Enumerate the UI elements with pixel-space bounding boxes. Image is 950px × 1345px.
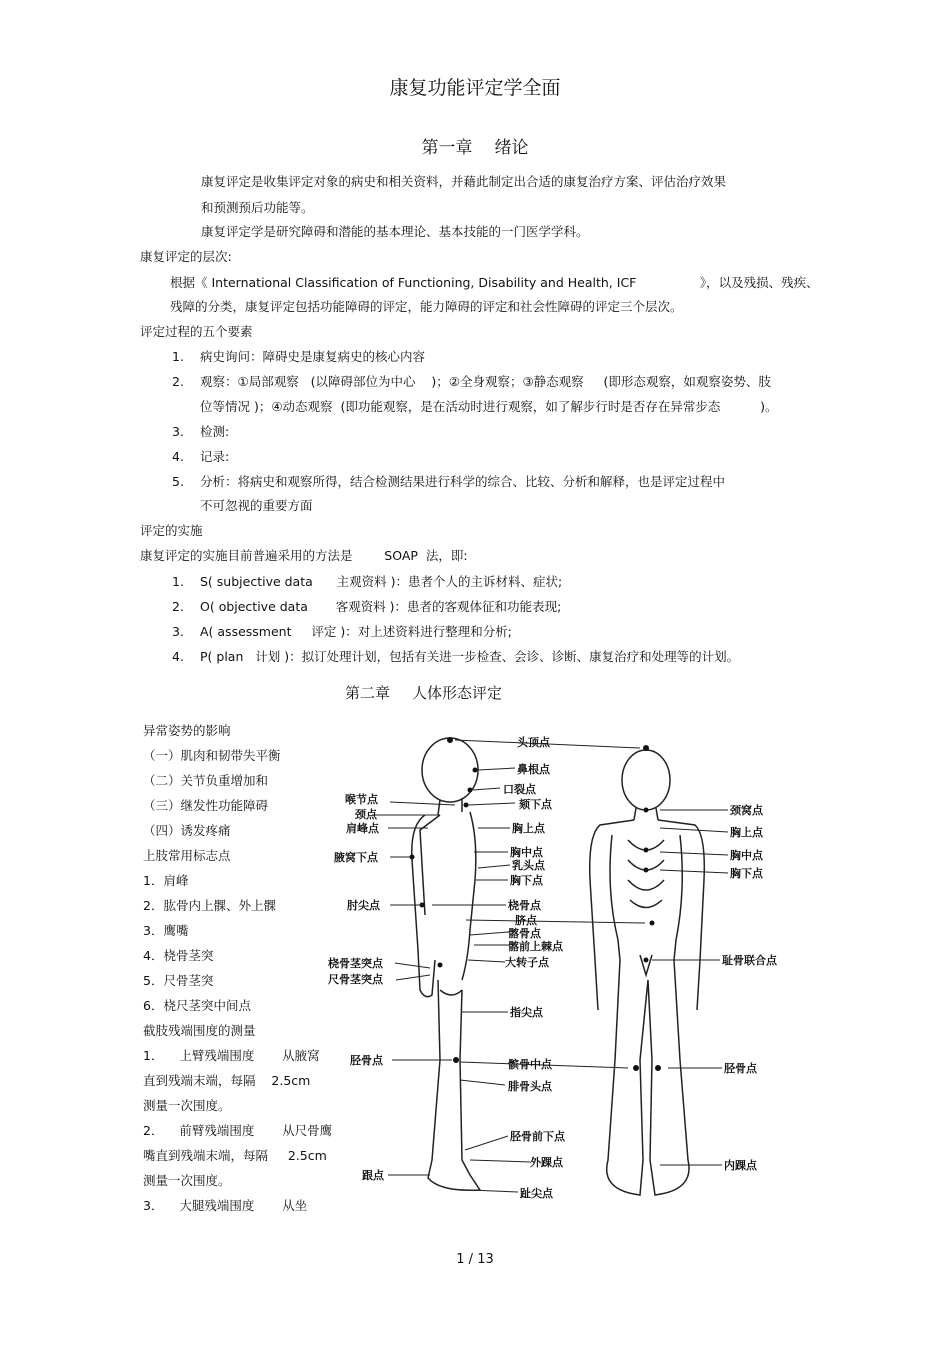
- chapter-2-heading: [345, 682, 502, 703]
- label-top: 头顶点: [517, 736, 550, 749]
- landmark-label: 鼻根点: [517, 763, 550, 776]
- soap-item-o: 2. O( objective data 客观资料 )：患者的客观体征和功能表现;: [172, 599, 562, 614]
- landmark-label: 脐点: [515, 914, 537, 927]
- levels-heading: 康复评定的层次:: [140, 249, 232, 264]
- process-heading: 评定过程的五个要素: [140, 324, 253, 339]
- process-item-5-cont: 不可忽视的重要方面: [200, 498, 313, 513]
- landmark-label: 胸上点: [730, 826, 763, 839]
- levels-line-2: 残障的分类，康复评定包括功能障碍的评定，能力障碍的评定和社会性障碍的评定三个层次。: [170, 299, 683, 314]
- landmark-label: 尺骨茎突点: [328, 973, 383, 986]
- soap-item-p: 4. P( plan 计划 )：拟订处理计划，包括有关进一步检查、会诊、诊断、康复治疗和处理等的计划。: [172, 649, 740, 664]
- page-current: 1: [456, 1252, 465, 1267]
- landmark-label: 肘尖点: [347, 899, 380, 912]
- landmark-label: 髂骨点: [508, 927, 541, 940]
- landmark-label: 指尖点: [510, 1006, 543, 1019]
- landmark-label: 胫骨点: [724, 1062, 757, 1075]
- page-separator: /: [468, 1252, 474, 1267]
- landmark-label: 胸下点: [510, 874, 543, 887]
- left-col-line: 测量一次围度。: [143, 1098, 231, 1113]
- intro-line-2: 和预测预后功能等。: [201, 200, 314, 215]
- left-col-line: （四）诱发疼痛: [143, 823, 231, 838]
- landmark-label: 桡骨点: [508, 899, 541, 912]
- landmark-label: 颏下点: [519, 798, 552, 811]
- page-total: 13: [477, 1252, 494, 1267]
- intro-line-3: 康复评定学是研究障碍和潜能的基本理论、基本技能的一门医学学科。: [201, 224, 589, 239]
- left-col-line: 3．鹰嘴: [143, 923, 189, 938]
- left-col-line: 上肢常用标志点: [143, 848, 231, 863]
- left-col-line: 2． 前臂残端围度 从尺骨鹰: [143, 1123, 333, 1138]
- landmark-label: 肩峰点: [346, 822, 379, 835]
- landmark-label: 髌骨中点: [508, 1058, 552, 1071]
- landmark-label: 喉节点: [345, 793, 378, 806]
- process-item-1: 1. 病史询问：障碍史是康复病史的核心内容: [172, 349, 426, 364]
- landmark-label: 桡骨茎突点: [328, 957, 383, 970]
- landmark-label: 胫骨前下点: [510, 1130, 565, 1143]
- left-col-line: 4．桡骨茎突: [143, 948, 214, 963]
- landmark-label: 胸中点: [730, 849, 763, 862]
- left-col-line: 3． 大腿残端围度 从坐: [143, 1198, 308, 1213]
- chapter-1-label: 第一章: [421, 138, 473, 158]
- levels-line-1: 根据《 International Classification of Functioning, Disability and Health, ICF 》，以及残损、残疾、: [170, 275, 819, 290]
- document-title: 康复功能评定学全面: [389, 77, 561, 99]
- chapter-2-label: 第二章: [345, 684, 391, 702]
- chapter-2-name: 人体形态评定: [412, 684, 503, 702]
- process-item-4: 4. 记录:: [172, 449, 230, 464]
- left-col-line: 直到残端末端，每隔 2.5cm: [143, 1073, 311, 1088]
- chapter-1-name: 绪论: [494, 138, 529, 158]
- landmark-label: 趾尖点: [520, 1187, 553, 1200]
- process-item-2-cont: 位等情况 )；④动态观察 (即功能观察，是在活动时进行观察，如了解步行时是否存在异常步态 )。: [200, 399, 778, 414]
- landmark-label: 乳头点: [512, 859, 545, 872]
- landmark-label: 腓骨头点: [508, 1080, 552, 1093]
- landmark-label: 腋窝下点: [334, 851, 378, 864]
- landmark-label: 口裂点: [503, 783, 536, 796]
- landmark-label: 胸上点: [512, 822, 545, 835]
- implement-heading: 评定的实施: [140, 523, 203, 538]
- soap-item-s: 1. S( subjective data 主观资料 )：患者个人的主诉材料、症状;: [172, 574, 563, 589]
- left-col-line: （二）关节负重增加和: [143, 773, 269, 788]
- left-col-line: 嘴直到残端末端，每隔 2.5cm: [143, 1148, 327, 1163]
- landmark-label: 颈点: [355, 808, 377, 821]
- figure-labels: [328, 735, 778, 1200]
- left-col-line: （三）继发性功能障碍: [143, 798, 269, 813]
- process-item-5: 5. 分析：将病史和观察所得，结合检测结果进行科学的综合、比较、分析和解释，也是评定过程中: [172, 474, 726, 489]
- left-col-line: 1． 上臂残端围度 从腋窝: [143, 1048, 320, 1063]
- landmark-label: 胸中点: [510, 846, 543, 859]
- landmark-label: 内踝点: [724, 1159, 757, 1172]
- chapter-1-heading: [0, 133, 950, 158]
- left-col-line: 1．肩峰: [143, 873, 189, 888]
- left-col-line: 异常姿势的影响: [143, 723, 231, 738]
- page-number: [0, 1252, 950, 1267]
- soap-item-a: 3. A( assessment 评定 )：对上述资料进行整理和分析;: [172, 624, 512, 639]
- landmark-label: 胸下点: [730, 867, 763, 880]
- process-item-2: 2. 观察：①局部观察 (以障碍部位为中心 )；②全身观察；③静态观察 (即形态观察，如观察姿势、肢: [172, 374, 771, 389]
- left-col-line: 5．尺骨茎突: [143, 973, 214, 988]
- left-col-line: 2．肱骨内上髁、外上髁: [143, 898, 276, 913]
- intro-line-1: 康复评定是收集评定对象的病史和相关资料，并藉此制定出合适的康复治疗方案、评估治疗效果: [201, 174, 727, 189]
- implement-intro: 康复评定的实施目前普遍采用的方法是 SOAP 法，即:: [140, 548, 468, 563]
- landmark-label: 跟点: [362, 1169, 384, 1182]
- side-view-figure: [412, 738, 480, 1190]
- front-view-figure: [590, 750, 705, 1195]
- landmark-label: 胫骨点: [350, 1054, 383, 1067]
- left-col-line: 6．桡尺茎突中间点: [143, 998, 251, 1013]
- left-col-line: （一）肌肉和韧带失平衡: [143, 748, 281, 763]
- left-col-line: 截肢残端围度的测量: [143, 1023, 256, 1038]
- landmark-label: 外踝点: [530, 1156, 563, 1169]
- landmark-label: 耻骨联合点: [722, 954, 777, 967]
- landmark-label: 颈窝点: [730, 804, 763, 817]
- left-col-line: 测量一次围度。: [143, 1173, 231, 1188]
- process-item-3: 3. 检测:: [172, 424, 230, 439]
- landmark-label: 大转子点: [505, 956, 549, 969]
- landmark-label: 髂前上棘点: [508, 940, 563, 953]
- body-landmark-figure: [320, 730, 790, 1205]
